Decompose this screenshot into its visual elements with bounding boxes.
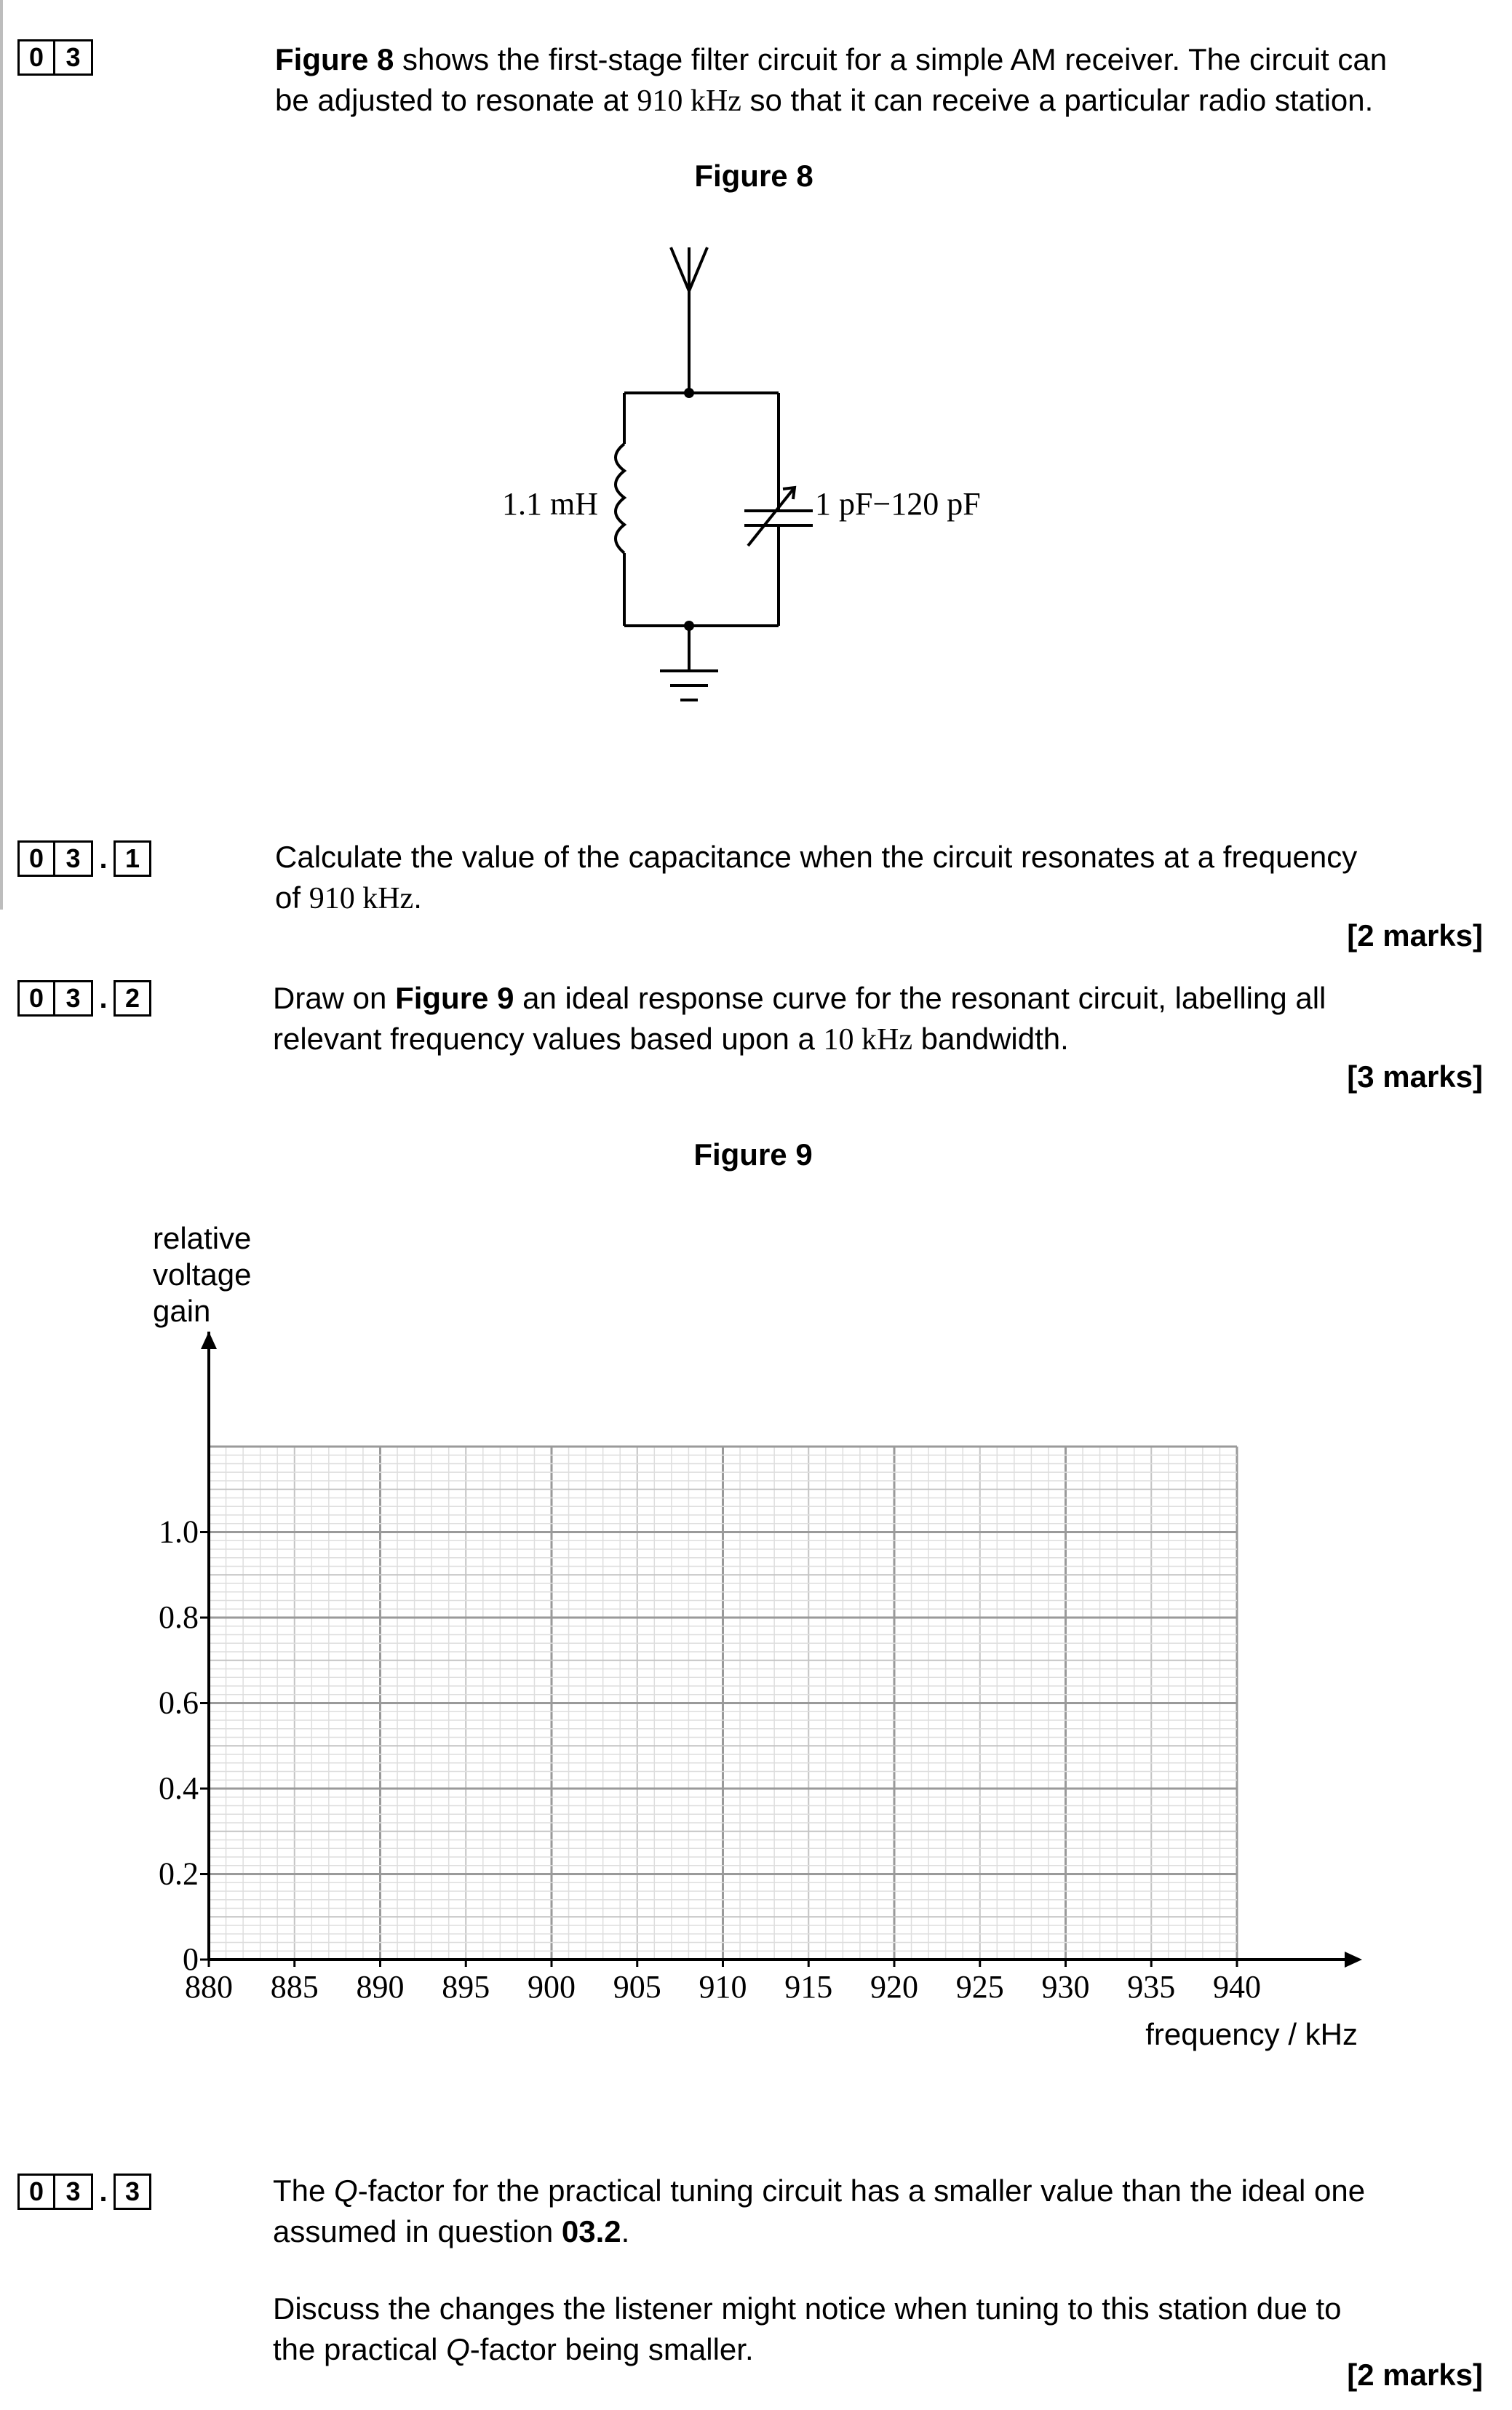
q03-2-text: Draw on Figure 9 an ideal response curve for the resonant circuit, labelling all relevant frequency values based upon a 10 kHz bandwidth. (273, 981, 1326, 1057)
x-axis-label: frequency / kHz (1145, 2017, 1358, 2051)
q03-3-text: The Q-factor for the practical tuning circuit has a smaller value than the ideal one assumed in question 03.2. Discuss the changes the listener might notice when tuning to this station due to the practical Q-factor being smaller. (273, 2174, 1366, 2366)
q03-1-text: Calculate the value of the capacitance when the circuit resonates at a frequency of 910 kHz. (275, 840, 1358, 915)
figure-8-title: Figure 8 (694, 159, 813, 193)
q03-3-marks: [2 marks] (1347, 2358, 1483, 2392)
qnum-digit: 0 (17, 980, 55, 1017)
figure-ref: Figure 9 (395, 981, 514, 1015)
qnum-digit: 3 (55, 980, 93, 1017)
y-tick-label: 0 (183, 1941, 199, 1977)
x-tick-label: 890 (356, 1969, 405, 2005)
x-tick-label: 935 (1127, 1969, 1176, 2005)
y-tick-label: 0.4 (159, 1770, 199, 1806)
x-axis-arrow-icon (1345, 1952, 1362, 1968)
y-tick-label: 1.0 (159, 1514, 199, 1550)
y-axis-title: relative voltage gain (153, 1221, 252, 1328)
capacitor-label: 1 pF−120 pF (815, 486, 981, 522)
qnum-digit: 3 (55, 2174, 93, 2210)
inductor-label: 1.1 mH (502, 486, 598, 522)
x-tick-label: 920 (870, 1969, 918, 2005)
y-axis-arrow-icon (201, 1332, 217, 1349)
y-tick-label: 0.2 (159, 1856, 199, 1892)
x-tick-label: 915 (784, 1969, 833, 2005)
qnum-digit: 2 (114, 980, 151, 1017)
question-number-03-2: 0 3 . 2 (17, 980, 151, 1017)
x-tick-label: 905 (613, 1969, 661, 2005)
figure-ref: Figure 8 (275, 42, 394, 76)
qnum-digit: 3 (55, 39, 93, 76)
q03-2-marks: [3 marks] (1347, 1059, 1483, 1094)
x-tick-label: 885 (270, 1969, 319, 2005)
x-tick-label: 930 (1041, 1969, 1090, 2005)
y-tick-label: 0.6 (159, 1685, 199, 1721)
question-number-03-1: 0 3 . 1 (17, 840, 151, 877)
qnum-digit: 3 (55, 840, 93, 877)
x-tick-label: 925 (955, 1969, 1004, 2005)
figure-9-title: Figure 9 (693, 1137, 813, 1172)
qnum-digit: 1 (114, 840, 151, 877)
question-number-03-3: 0 3 . 3 (17, 2174, 151, 2210)
qnum-digit: 0 (17, 2174, 55, 2210)
x-tick-label: 895 (442, 1969, 490, 2005)
q03-intro: Figure 8 shows the first-stage filter circuit for a simple AM receiver. The circuit can be adjusted to resonate at 910 kHz so that it can receive a particular radio station. (275, 42, 1388, 118)
x-tick-label: 880 (185, 1969, 233, 2005)
x-tick-label: 910 (699, 1969, 747, 2005)
x-tick-label: 900 (528, 1969, 576, 2005)
q03-1-marks: [2 marks] (1347, 918, 1483, 953)
qnum-digit: 0 (17, 840, 55, 877)
y-tick-label: 0.8 (159, 1599, 199, 1635)
qnum-digit: 3 (114, 2174, 151, 2210)
x-tick-label: 940 (1213, 1969, 1261, 2005)
qnum-digit: 0 (17, 39, 55, 76)
